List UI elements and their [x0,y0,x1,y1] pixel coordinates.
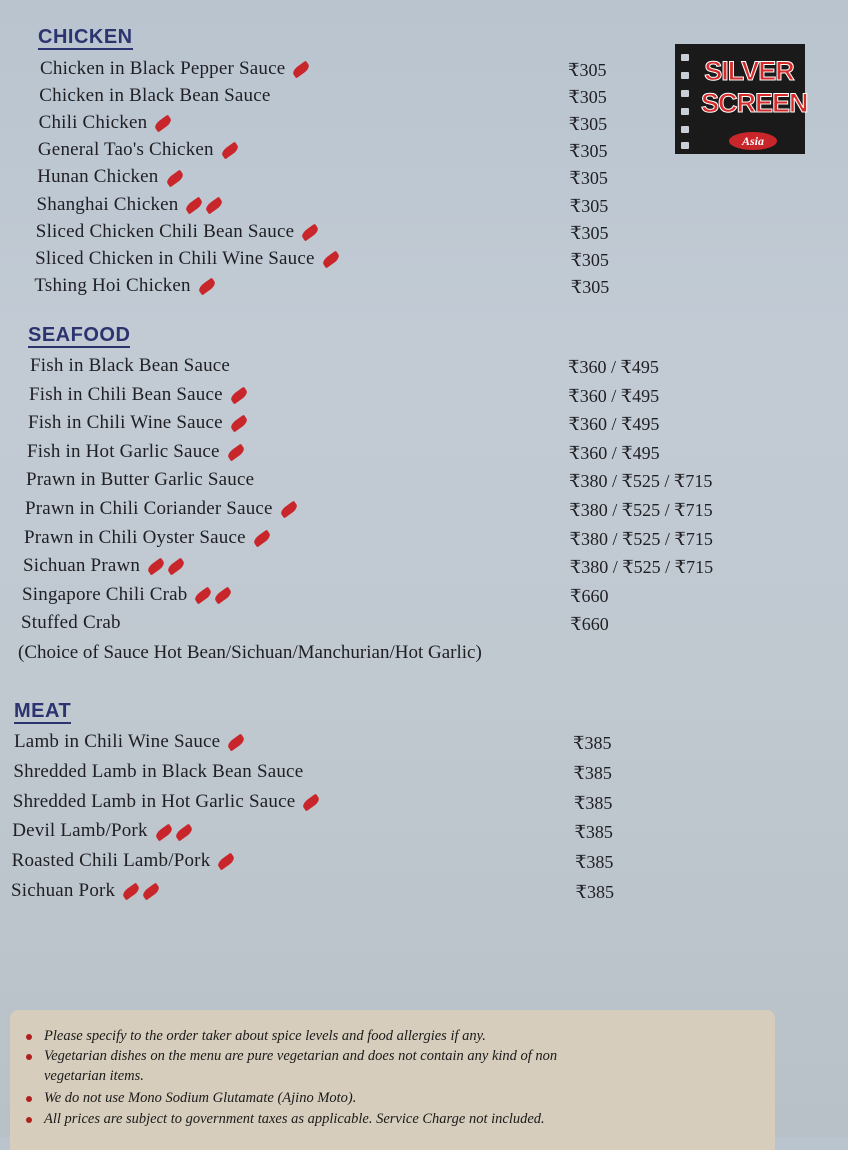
chili-pepper-icon [166,558,186,576]
menu-item-name: Shredded Lamb in Hot Garlic Sauce [13,791,321,813]
chili-pepper-icon [291,61,311,79]
chili-pepper-icon [229,386,249,404]
menu-item-price: ₹305 [568,87,607,108]
logo-line-1: SILVER [704,56,794,86]
chili-pepper-icon [121,883,141,901]
section-title-seafood: SEAFOOD [28,324,131,346]
menu-item [39,112,799,139]
menu-item-price: ₹305 [570,276,610,297]
menu-item [37,166,797,193]
footer-note: We do not use Mono Sodium Glutamate (Ajino Moto). [44,1090,356,1107]
menu-item [12,820,772,847]
chili-pepper-icon [216,853,236,871]
menu-item [37,194,797,221]
menu-item-price: ₹305 [569,141,608,162]
menu-item [12,850,772,877]
menu-item [38,139,798,166]
menu-item-name: General Tao's Chicken [38,139,239,161]
menu-item [40,58,800,85]
menu-item [27,441,787,468]
section-chicken [38,26,133,50]
chili-pepper-icon [300,223,320,241]
menu-item [26,469,786,496]
chili-pepper-icon [226,734,246,752]
menu-item-name: Shanghai Chicken [37,194,224,216]
menu-item-price: ₹380 / ₹525 / ₹715 [569,528,713,549]
chili-pepper-icon [146,558,166,576]
menu-item [13,761,773,788]
menu-item-price: ₹305 [568,60,607,80]
chili-pepper-icon [154,823,174,841]
menu-item-price: ₹305 [570,222,609,243]
menu-item-price: ₹385 [575,882,614,902]
menu-item-price: ₹385 [573,792,613,813]
menu-item [35,248,795,275]
chili-pepper-icon [153,115,173,133]
menu-item-name: Fish in Hot Garlic Sauce [27,441,245,463]
menu-item-name: Prawn in Butter Garlic Sauce [26,469,255,491]
seafood-sauce-note: (Choice of Sauce Hot Bean/Sichuan/Manchurian/Hot Garlic) [18,642,482,663]
bullet-icon [26,1054,32,1060]
menu-item [39,85,799,112]
menu-item-price: ₹385 [574,822,613,843]
menu-item-name: Chicken in Black Pepper Sauce [40,58,310,80]
footer-note-continued: vegetarian items. [44,1068,144,1084]
footer-notes [10,1010,775,1150]
menu-item-price: ₹360 / ₹495 [568,442,660,463]
menu-item [25,498,785,525]
menu-item-price: ₹385 [573,762,612,783]
chili-pepper-icon [197,278,217,296]
menu-item [36,221,796,248]
menu-item-price: ₹385 [574,852,614,873]
menu-item-name: Chili Chicken [39,112,173,134]
menu-item-name: Hunan Chicken [37,166,183,188]
menu-item [21,612,781,639]
menu-item-price: ₹360 / ₹495 [568,357,659,377]
chili-pepper-icon [205,196,225,214]
menu-item-price: ₹660 [570,585,609,606]
menu-item-name: Prawn in Chili Coriander Sauce [25,498,298,520]
menu-item-name: Chicken in Black Bean Sauce [39,85,271,107]
menu-item-name: Lamb in Chili Wine Sauce [14,731,245,753]
menu-item-name: Prawn in Chili Oyster Sauce [24,527,271,549]
menu-item-price: ₹305 [570,249,609,270]
menu-item [28,412,788,439]
menu-item [11,880,771,907]
chili-pepper-icon [141,883,161,901]
menu-item-name: Tshing Hoi Chicken [34,275,215,297]
menu-item-price: ₹360 / ₹495 [568,414,660,435]
menu-item-name: Sichuan Pork [11,880,160,902]
menu-item-price: ₹385 [573,733,612,753]
menu-item-price: ₹305 [568,114,608,135]
menu-item-name: Shredded Lamb in Black Bean Sauce [13,760,304,782]
bullet-icon [26,1034,32,1040]
chili-pepper-icon [214,587,234,605]
menu-item [30,355,790,382]
section-meat [14,700,71,724]
menu-item-name: Stuffed Crab [21,612,121,634]
chili-pepper-icon [321,250,341,268]
menu-item-price: ₹305 [569,195,609,216]
chili-pepper-icon [301,793,321,811]
menu-item-price: ₹360 / ₹495 [568,385,660,406]
logo-line-2: SCREEN [701,88,808,118]
logo-tag: Asia [729,132,777,150]
menu-item [14,731,774,758]
menu-item-name: Roasted Chili Lamb/Pork [12,850,236,872]
chili-pepper-icon [185,196,205,214]
menu-item-price: ₹380 / ₹525 / ₹715 [569,557,714,578]
menu-item [29,384,789,411]
menu-item-name: Sichuan Prawn [23,555,185,577]
menu-item-name: Sliced Chicken Chili Bean Sauce [36,221,319,243]
chili-pepper-icon [252,529,272,547]
menu-item-name: Devil Lamb/Pork [12,820,192,842]
menu-item-name: Fish in Chili Wine Sauce [28,412,248,434]
chili-pepper-icon [229,415,249,433]
chili-pepper-icon [165,169,185,187]
menu-item [13,791,773,818]
section-seafood [28,324,130,348]
bullet-icon [26,1096,32,1102]
menu-item-price: ₹660 [570,614,609,635]
chili-pepper-icon [279,501,299,519]
chili-pepper-icon [226,444,246,462]
chili-pepper-icon [194,587,214,605]
menu-item [34,275,794,302]
chili-pepper-icon [174,823,194,841]
menu-item-name: Sliced Chicken in Chili Wine Sauce [35,248,340,270]
footer-note: Please specify to the order taker about spice levels and food allergies if any. [44,1028,486,1045]
menu-item-name: Fish in Black Bean Sauce [30,355,231,376]
section-title-meat: MEAT [14,700,72,722]
menu-item [24,527,784,554]
menu-item [22,584,782,611]
footer-note: All prices are subject to government taxes as applicable. Service Charge not included. [44,1111,545,1128]
menu-item-price: ₹305 [569,168,608,189]
menu-item-price: ₹380 / ₹525 / ₹715 [569,471,713,492]
footer-note: Vegetarian dishes on the menu are pure vegetarian and does not contain any kind of non [44,1048,557,1065]
chili-pepper-icon [220,142,240,160]
menu-item-name: Singapore Chili Crab [22,584,232,606]
menu-item [23,555,783,582]
menu-item-name: Fish in Chili Bean Sauce [29,384,248,406]
bullet-icon [26,1117,32,1123]
section-title-chicken: CHICKEN [38,26,133,48]
menu-item-price: ₹380 / ₹525 / ₹715 [569,500,713,520]
